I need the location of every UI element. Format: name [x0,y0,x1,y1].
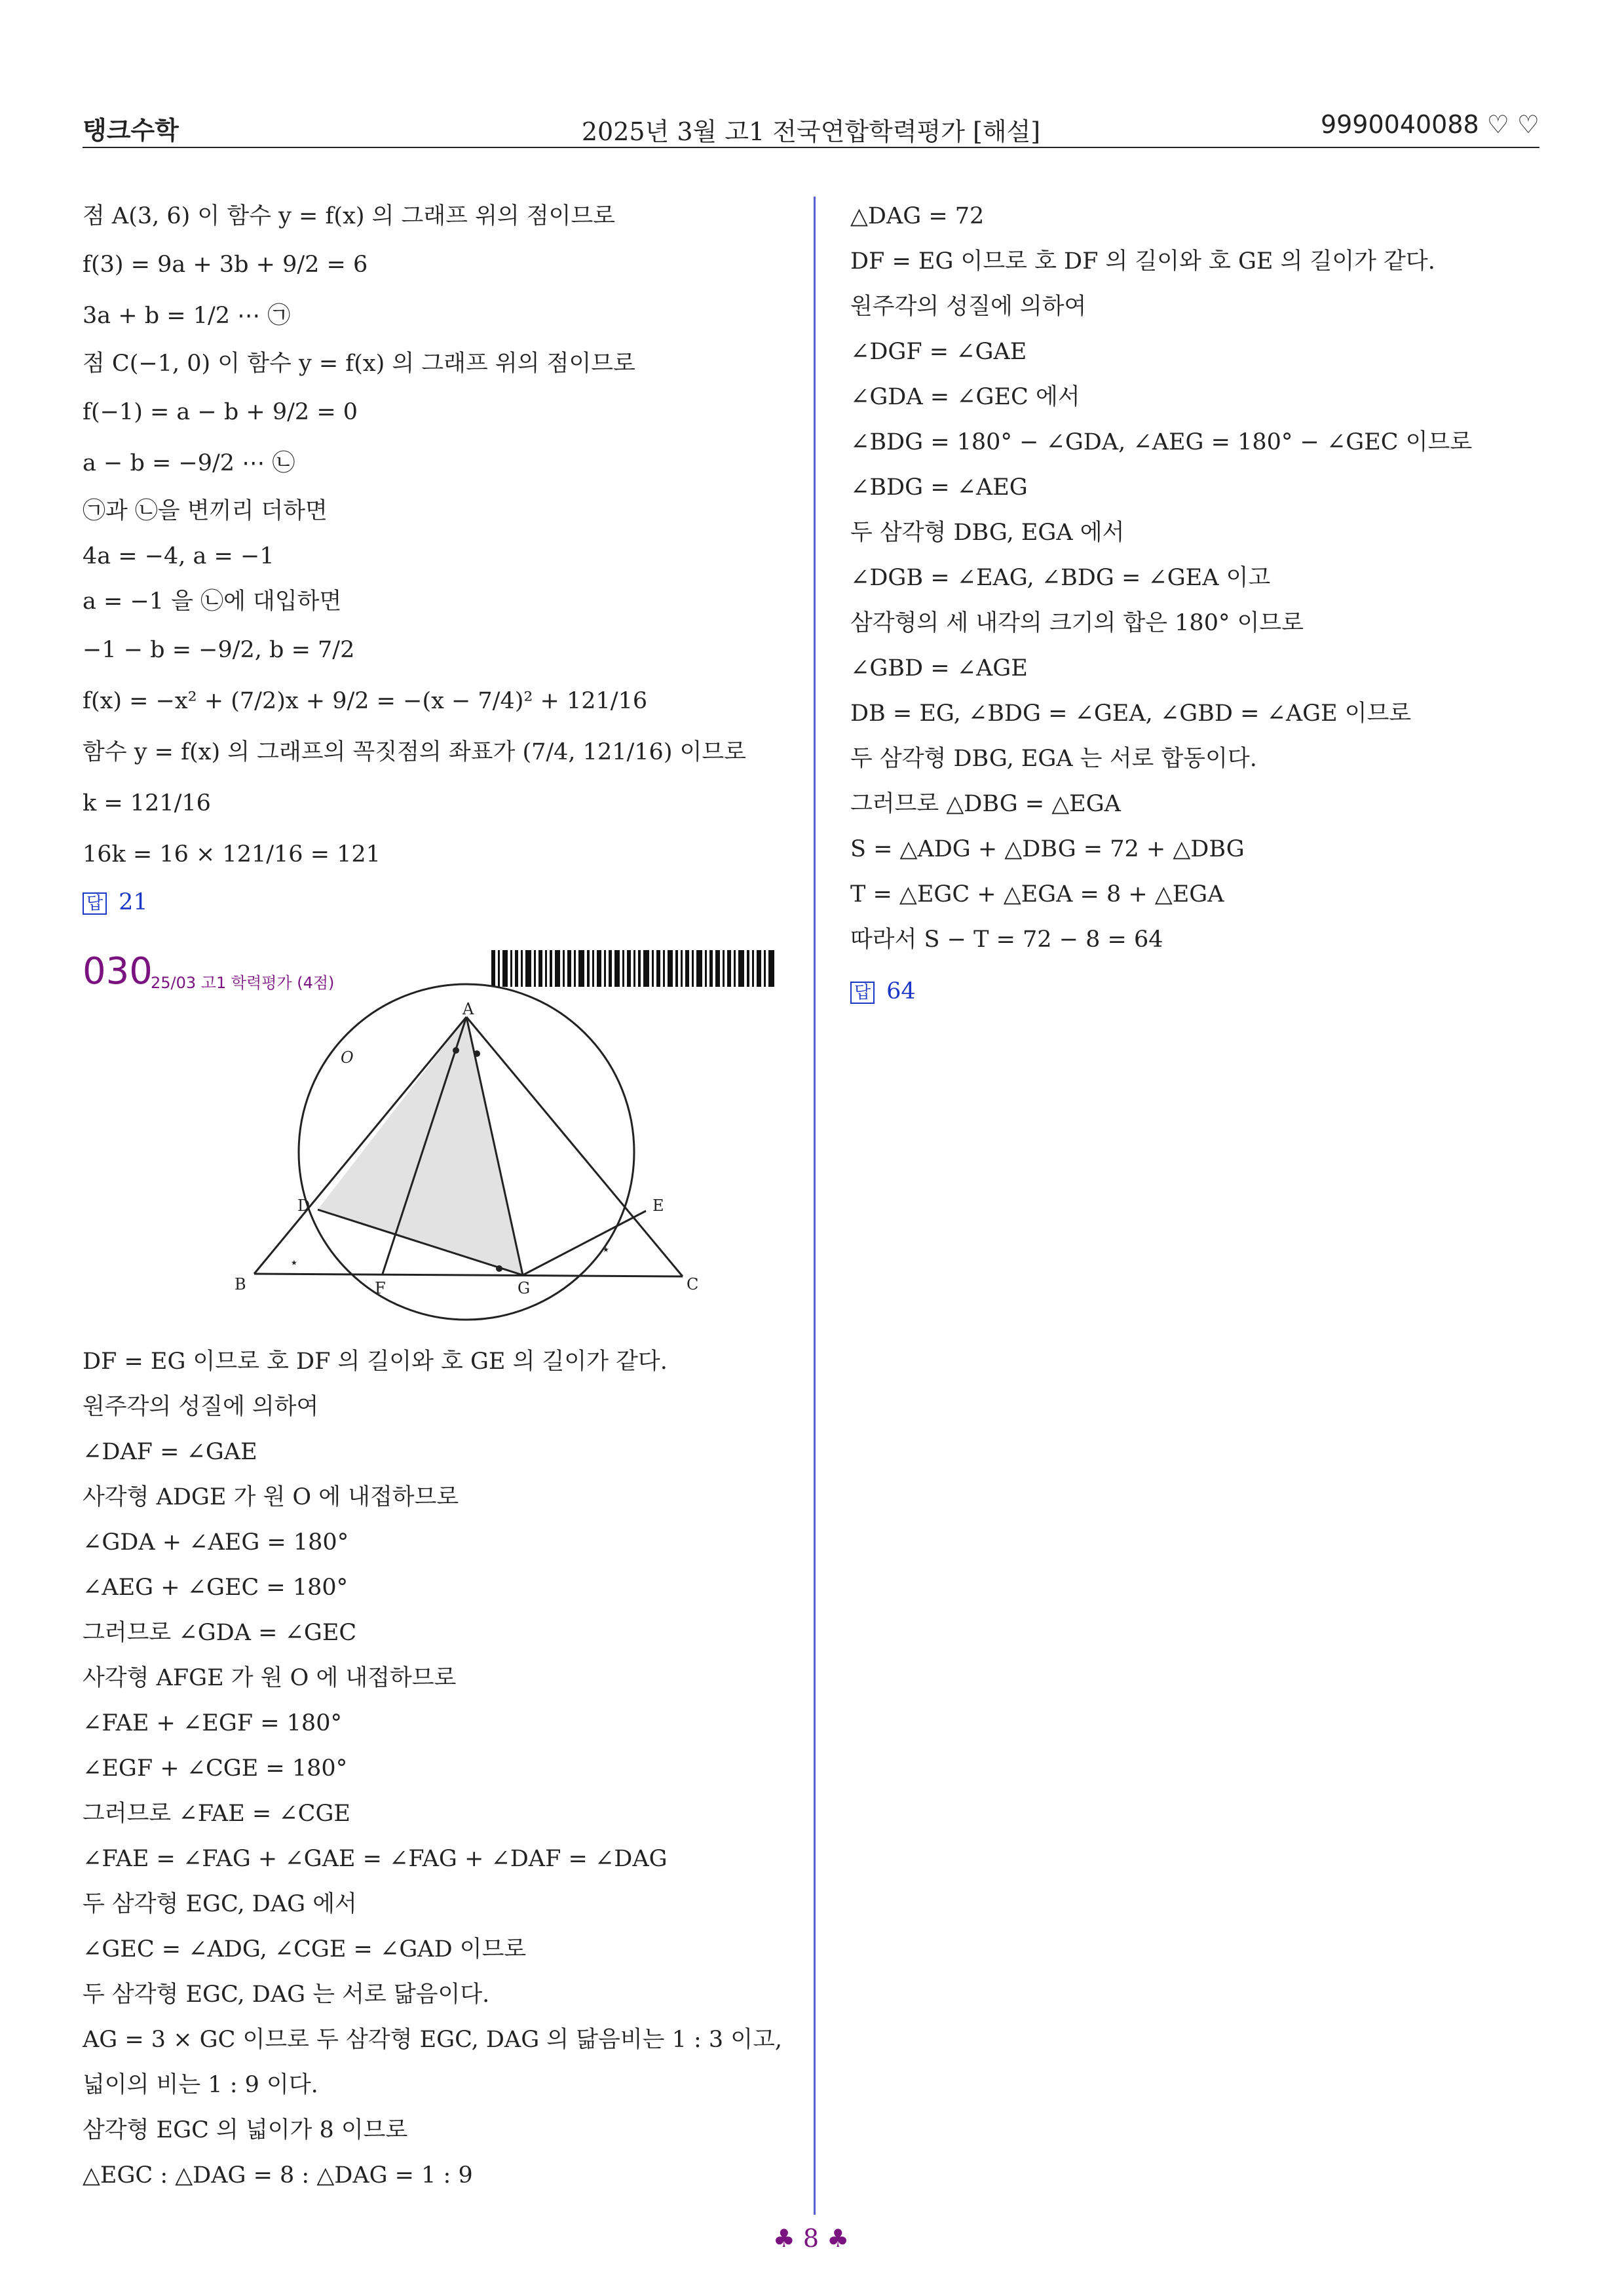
page-title: 2025년 3월 고1 전국연합학력평가 [해설] [581,117,1041,146]
answer-label-box: 답 [850,982,875,1004]
text-line: ∠FAE = ∠FAG + ∠GAE = ∠FAG + ∠DAF = ∠DAG [83,1846,668,1872]
angle-mark-dot [496,1265,502,1272]
text-line: 4a = −4, a = −1 [83,543,274,569]
text-line: ∠AEG + ∠GEC = 180° [83,1575,349,1601]
text-line: DF = EG 이므로 호 DF 의 길이와 호 GE 의 길이가 같다. [850,248,1435,275]
text-line: ∠EGF + ∠CGE = 180° [83,1755,348,1782]
text-line: 따라서 S − T = 72 − 8 = 64 [850,927,1163,953]
text-line: ㉠과 ㉡을 변끼리 더하면 [83,498,328,524]
text-line: △EGC : △DAG = 8 : △DAG = 1 : 9 [83,2162,473,2189]
text-line: ∠BDG = ∠AEG [850,474,1028,501]
text-line: DB = EG, ∠BDG = ∠GEA, ∠GBD = ∠AGE 이므로 [850,700,1412,727]
answer-label-box: 답 [83,892,107,915]
label-f: F [375,1279,386,1297]
text-line: 원주각의 성질에 의하여 [83,1394,319,1420]
answer-value: 64 [886,978,916,1004]
text-line: f(3) = 9a + 3b + 9/2 = 6 [83,252,368,278]
text-line: −1 − b = −9/2, b = 7/2 [83,637,355,663]
geometry-figure [83,1000,790,1339]
label-d: D [297,1196,311,1215]
text-line: △DAG = 72 [850,203,985,229]
text-line: a = −1 을 ㉡에 대입하면 [83,588,342,615]
text-line: ∠GDA + ∠AEG = 180° [83,1529,349,1556]
text-line: 삼각형의 세 내각의 크기의 합은 180° 이므로 [850,610,1304,636]
angle-mark-dot [453,1047,459,1054]
text-line: 함수 y = f(x) 의 그래프의 꼭짓점의 좌표가 (7/4, 121/16) 이므로 [83,739,747,765]
angle-mark-star: ⋆ [601,1242,611,1258]
text-line: ∠DAF = ∠GAE [83,1439,257,1465]
text-line: 3a + b = 1/2 ⋯ ㉠ [83,303,291,329]
label-b: B [235,1275,246,1293]
text-line: DF = EG 이므로 호 DF 의 길이와 호 GE 의 길이가 같다. [83,1349,668,1375]
text-line: 점 C(−1, 0) 이 함수 y = f(x) 의 그래프 위의 점이므로 [83,351,635,377]
text-line: 두 삼각형 DBG, EGA 에서 [850,520,1125,546]
problem-header [83,944,790,1012]
left-column [83,194,790,2198]
text-line: f(−1) = a − b + 9/2 = 0 [83,399,358,425]
text-line: k = 121/16 [83,790,211,816]
text-line: AG = 3 × GC 이므로 두 삼각형 EGC, DAG 의 닮음비는 1 : 3 이고, [83,2027,783,2053]
answer-line [850,969,1545,1014]
text-line: ∠DGF = ∠GAE [850,339,1027,365]
text-line: 사각형 AFGE 가 원 O 에 내접하므로 [83,1665,457,1691]
column-divider [814,197,816,2215]
text-line: a − b = −9/2 ⋯ ㉡ [83,450,295,476]
text-line: 원주각의 성질에 의하여 [850,294,1087,320]
segment-ge [523,1211,646,1275]
text-line: ∠GEC = ∠ADG, ∠CGE = ∠GAD 이므로 [83,1936,527,1962]
label-e: E [652,1196,664,1215]
document-code: 9990040088 ♡ ♡ [1320,110,1539,139]
text-line: ∠GBD = ∠AGE [850,655,1028,681]
text-line: ∠BDG = 180° − ∠GDA, ∠AEG = 180° − ∠GEC 이므로 [850,429,1473,455]
text-line: ∠FAE + ∠EGF = 180° [83,1710,342,1736]
text-line: ∠DGB = ∠EAG, ∠BDG = ∠GEA 이고 [850,565,1271,591]
page-number: ♣ 8 ♣ [772,2224,850,2253]
text-line: f(x) = −x² + (7/2)x + 9/2 = −(x − 7/4)² + 121/16 [83,688,648,714]
side-bc [254,1274,683,1276]
label-a: A [462,1000,474,1018]
text-line: 넓이의 비는 1 : 9 이다. [83,2072,318,2098]
text-line: T = △EGC + △EGA = 8 + △EGA [850,881,1224,908]
text-line: 두 삼각형 EGC, DAG 에서 [83,1891,357,1917]
circle-triangle-diagram [235,1000,719,1335]
text-line: 그러므로 △DBG = △EGA [850,791,1121,817]
barcode-image [491,950,774,987]
text-line: S = △ADG + △DBG = 72 + △DBG [850,836,1245,862]
label-g: G [518,1279,531,1297]
text-line: 그러므로 ∠GDA = ∠GEC [83,1620,357,1646]
text-line: ∠GDA = ∠GEC 에서 [850,384,1080,410]
text-line: 16k = 16 × 121/16 = 121 [83,841,381,868]
problem-number: 030 [83,950,153,993]
text-line: 삼각형 EGC 의 넓이가 8 이므로 [83,2117,408,2143]
label-c: C [687,1275,699,1293]
text-line: 두 삼각형 EGC, DAG 는 서로 닮음이다. [83,1981,490,2008]
angle-mark-dot [474,1050,480,1057]
text-line: 사각형 ADGE 가 원 O 에 내접하므로 [83,1484,459,1510]
text-line: 두 삼각형 DBG, EGA 는 서로 합동이다. [850,746,1257,772]
label-o: O [341,1048,354,1067]
text-line: 점 A(3, 6) 이 함수 y = f(x) 의 그래프 위의 점이므로 [83,203,616,229]
problem-source: 25/03 고1 학력평가 (4점) [151,974,335,992]
brand-name: 탱크수학 [83,116,179,145]
angle-mark-star: ⋆ [290,1255,299,1271]
answer-line [83,880,790,925]
text-line: 그러므로 ∠FAE = ∠CGE [83,1801,350,1827]
answer-value: 21 [119,889,148,915]
right-column [850,194,1545,1014]
header-rule [83,147,1539,148]
